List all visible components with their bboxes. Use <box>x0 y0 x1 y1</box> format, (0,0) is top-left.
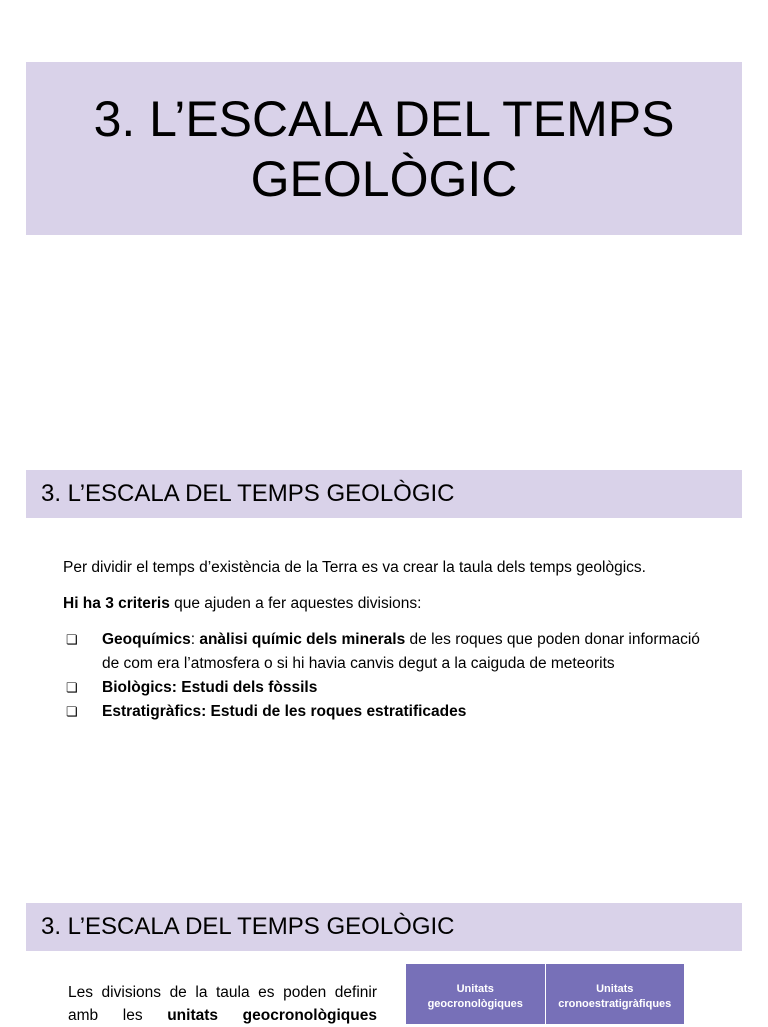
table-header-line1: Unitats <box>456 983 494 995</box>
criteria-lead-bold: Hi ha 3 criteris <box>63 595 170 612</box>
criteria-lead-rest: que ajuden a fer aquestes divisions: <box>169 595 422 612</box>
slide2-criteria-lead <box>63 592 723 616</box>
slide2-heading-band <box>26 470 742 518</box>
criteria-item-rest: de les roques que poden donar informació de com era l’atmosfera o si hi havia canvis degut a la caiguda de meteorits <box>102 631 700 672</box>
criteria-item-label: Geoquímics <box>102 631 191 648</box>
checkbox-bullet-icon: ❏ <box>66 632 78 647</box>
slide3-heading: 3. L’ESCALA DEL TEMPS GEOLÒGIC <box>41 913 455 940</box>
table-header-cell-chronostratigraphic <box>545 964 685 1024</box>
criteria-item-stratigraphic <box>63 700 703 724</box>
units-table-header <box>406 964 684 1024</box>
slide3-text-line2-bold: unitats geocronològiques <box>167 1007 377 1024</box>
criteria-item-sep: : <box>190 631 200 648</box>
slide1-title-line2: GEOLÒGIC <box>250 150 518 207</box>
slide2-intro: Per dividir el temps d’existència de la Terra es va crear la taula dels temps geològics. <box>63 559 646 576</box>
slide3-heading-band <box>26 903 742 951</box>
criteria-item-biological <box>63 676 703 700</box>
slide1-title-line1: 3. L’ESCALA DEL TEMPS <box>93 90 675 147</box>
criteria-item-bold: anàlisi químic dels minerals <box>199 631 406 648</box>
table-header-line1: Unitats <box>596 983 634 995</box>
table-header-line2: geocronològiques <box>427 998 523 1010</box>
criteria-item-label: Estratigràfics: Estudi de les roques estratificades <box>102 703 467 720</box>
slide2-heading: 3. L’ESCALA DEL TEMPS GEOLÒGIC <box>41 480 455 507</box>
criteria-list <box>63 628 703 724</box>
table-header-cell-geochronological <box>406 964 545 1024</box>
criteria-item-geochemical <box>63 628 703 676</box>
checkbox-bullet-icon: ❏ <box>66 680 78 695</box>
slide1-title-banner <box>26 62 742 235</box>
slide1-title <box>94 89 675 209</box>
checkbox-bullet-icon: ❏ <box>66 704 78 719</box>
slide3-text-line1: Les divisions de la taula es poden definir <box>68 984 377 1001</box>
slide3-text <box>68 981 377 1027</box>
slide3-text-line2-start: amb les <box>68 1007 168 1024</box>
criteria-item-label: Biològics: Estudi dels fòssils <box>102 679 318 696</box>
table-header-line2: cronoestratigràfiques <box>558 998 672 1010</box>
